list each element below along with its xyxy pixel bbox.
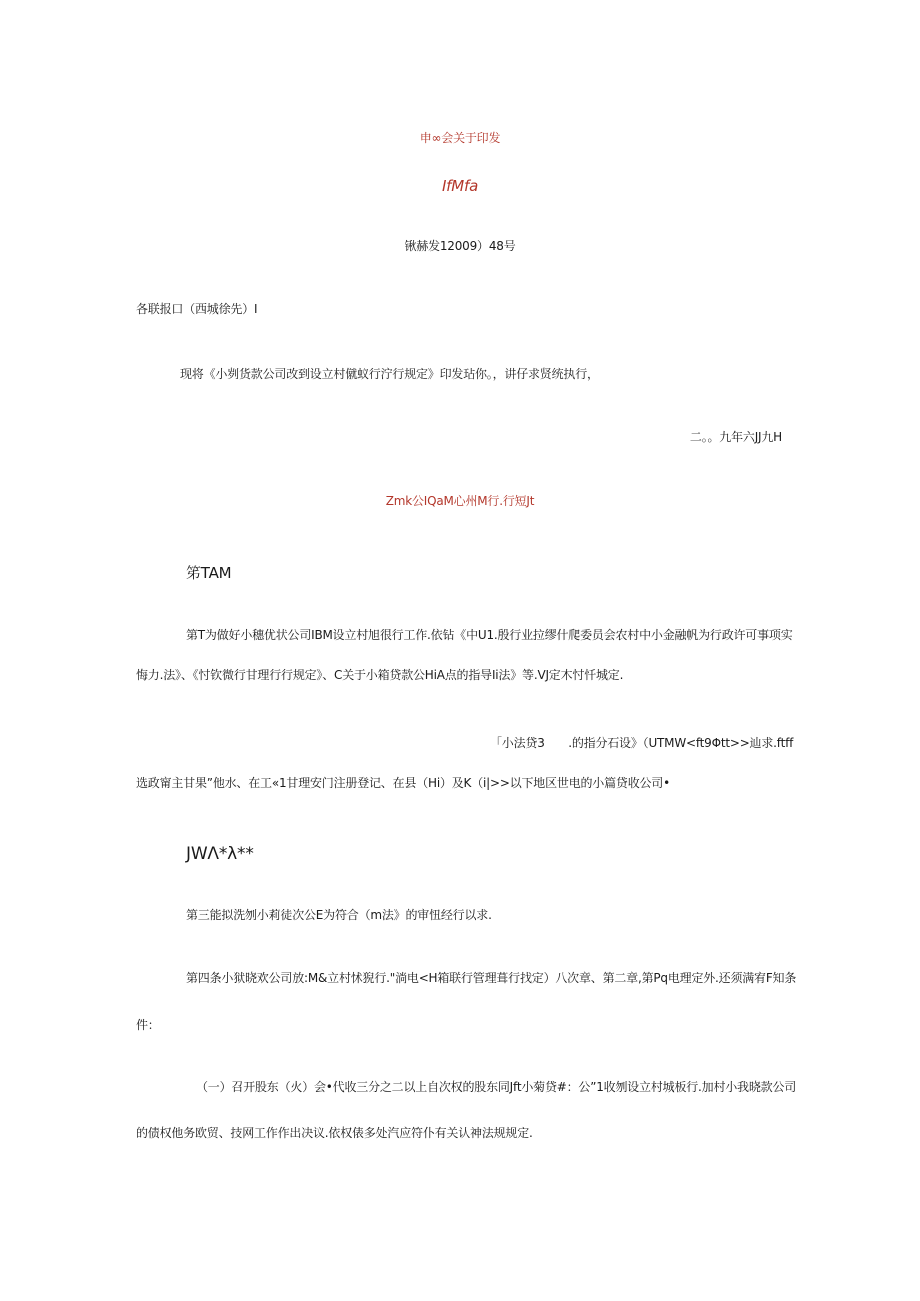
document-number: 锹赫发12009）48号 bbox=[404, 239, 516, 253]
item1-line2: 的债权他务欧贸、技网工作作出决议.依权俵多处汽应符仆有关认神法规规定. bbox=[136, 1126, 533, 1140]
chapter1-heading: 笫TAM bbox=[186, 564, 232, 582]
article2-line1: 「小法贷3 .的指分石设》（UTMW<ft9Φtt>>辿求.ftff bbox=[490, 736, 794, 750]
intro-paragraph: 现将《小刿货款公司改到设立村僦蚁行泞行规定》印发玷你。，讲仔求贤统执行， bbox=[180, 367, 599, 381]
article1-line1: 第T为做好小穗优状公司IBM设立村旭很行工作.依钻《中U1.殷行业拉缪什爬委员会农村中小金融帆为行政许可事项实 bbox=[186, 628, 793, 642]
document-title-line2: IfMfa bbox=[441, 177, 479, 195]
article4-line1: 第四条小狱晓欢公司放:M&立村怵猊行."淌电<H箱联行管理葺行找定）八次章、第二章,第Pq电理定外.还须满宥F知条 bbox=[186, 971, 797, 985]
chapter2-heading: JWΛ*λ** bbox=[186, 844, 254, 864]
addressee: 各联报口（西城徐先）I bbox=[136, 302, 258, 316]
article2-line2: 选政甯主甘果”他水、在工«1甘理安门注册登记、在县（Hi）及K（i|>>以下地区世电的小篇贷收公司• bbox=[136, 776, 670, 790]
article1-line2: 悔力.法》、《忖钦微行甘理行行规定》、C关于小箱贷款公HiA点的指导Ii法》等.VJ定木忖忏城定. bbox=[136, 668, 624, 682]
issue-date: 二。。九年六JJ九H bbox=[689, 430, 782, 444]
document-title-line1: 申∞会关于印发 bbox=[419, 131, 501, 145]
article3: 第三能拟洗刎小莉徒次公E为符合（m法》的审忸经行以求. bbox=[186, 908, 492, 922]
article4-line2: 件： bbox=[136, 1018, 160, 1032]
item1-line1: （一）召开股东（火）会•代收三分之二以上自次权的股东同Jft小菊贷#：公”1收刎设立村城板行.加村小我晓款公司 bbox=[196, 1080, 797, 1094]
rule-title: Zmk公IQaM心州M行.行短Jt bbox=[385, 494, 535, 508]
